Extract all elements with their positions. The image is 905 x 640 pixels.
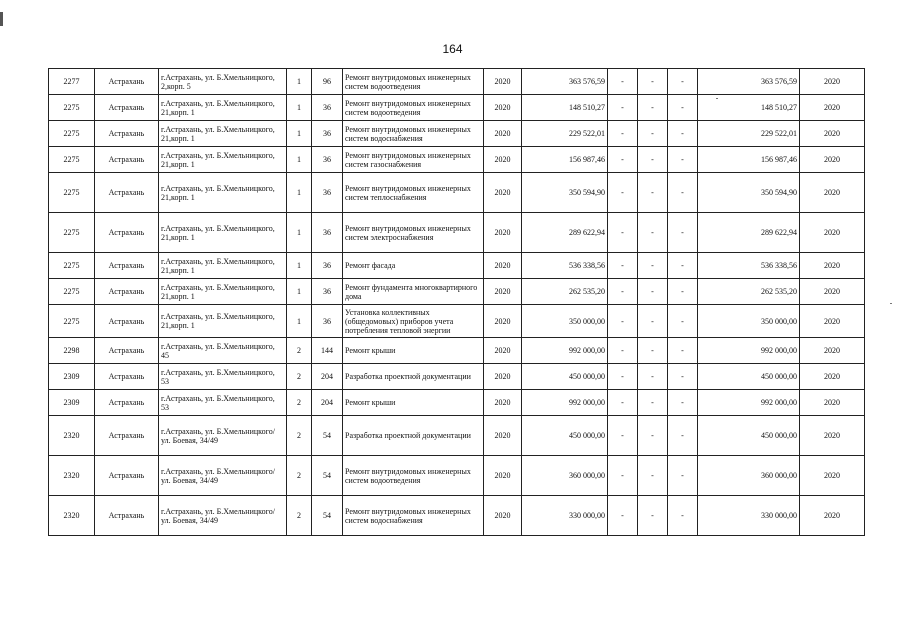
work-type-cell: Ремонт внутридомовых инженерных систем водоотведения	[343, 69, 484, 95]
cost-cell: 363 576,59	[522, 69, 608, 95]
table-body	[49, 69, 865, 536]
dash-cell: -	[608, 456, 638, 496]
end-year-cell: 2020	[800, 364, 865, 390]
city-cell: Астрахань	[95, 390, 159, 416]
dash-cell: -	[668, 121, 698, 147]
dash-cell: -	[608, 390, 638, 416]
table-row	[49, 121, 865, 147]
apartments-cell: 36	[312, 95, 343, 121]
dash-cell: -	[638, 390, 668, 416]
row-number: 2275	[49, 305, 95, 338]
apartments-cell: 36	[312, 253, 343, 279]
total-cost-cell: 350 000,00	[698, 305, 800, 338]
cost-cell: 262 535,20	[522, 279, 608, 305]
dash-cell: -	[638, 213, 668, 253]
end-year-cell: 2020	[800, 416, 865, 456]
dash-cell: -	[668, 364, 698, 390]
dash-cell: -	[638, 121, 668, 147]
apartments-cell: 204	[312, 390, 343, 416]
year-cell: 2020	[484, 456, 522, 496]
year-cell: 2020	[484, 279, 522, 305]
dash-cell: -	[668, 253, 698, 279]
dash-cell: -	[668, 213, 698, 253]
row-number: 2320	[49, 416, 95, 456]
cost-cell: 450 000,00	[522, 416, 608, 456]
floors-cell: 2	[287, 338, 312, 364]
apartments-cell: 36	[312, 121, 343, 147]
year-cell: 2020	[484, 69, 522, 95]
total-cost-cell: 156 987,46	[698, 147, 800, 173]
dash-cell: -	[608, 95, 638, 121]
dash-cell: -	[668, 456, 698, 496]
year-cell: 2020	[484, 253, 522, 279]
total-cost-cell: 363 576,59	[698, 69, 800, 95]
total-cost-cell: 262 535,20	[698, 279, 800, 305]
year-cell: 2020	[484, 95, 522, 121]
table-row	[49, 147, 865, 173]
dash-cell: -	[608, 416, 638, 456]
end-year-cell: 2020	[800, 69, 865, 95]
cost-cell: 350 594,90	[522, 173, 608, 213]
row-number: 2309	[49, 390, 95, 416]
apartments-cell: 144	[312, 338, 343, 364]
dash-cell: -	[638, 173, 668, 213]
floors-cell: 2	[287, 456, 312, 496]
end-year-cell: 2020	[800, 173, 865, 213]
year-cell: 2020	[484, 173, 522, 213]
row-number: 2275	[49, 147, 95, 173]
cost-cell: 450 000,00	[522, 364, 608, 390]
address-cell: г.Астрахань, ул. Б.Хмельницкого, 21,корп. 1	[159, 147, 287, 173]
city-cell: Астрахань	[95, 364, 159, 390]
apartments-cell: 36	[312, 279, 343, 305]
dash-cell: -	[608, 253, 638, 279]
dash-cell: -	[668, 305, 698, 338]
floors-cell: 2	[287, 496, 312, 536]
floors-cell: 2	[287, 416, 312, 456]
address-cell: г.Астрахань, ул. Б.Хмельницкого, 21,корп. 1	[159, 305, 287, 338]
address-cell: г.Астрахань, ул. Б.Хмельницкого/ ул. Боевая, 34/49	[159, 416, 287, 456]
address-cell: г.Астрахань, ул. Б.Хмельницкого, 21,корп. 1	[159, 213, 287, 253]
address-cell: г.Астрахань, ул. Б.Хмельницкого, 53	[159, 364, 287, 390]
dash-cell: -	[638, 279, 668, 305]
address-cell: г.Астрахань, ул. Б.Хмельницкого, 21,корп. 1	[159, 173, 287, 213]
end-year-cell: 2020	[800, 121, 865, 147]
city-cell: Астрахань	[95, 253, 159, 279]
end-year-cell: 2020	[800, 390, 865, 416]
end-year-cell: 2020	[800, 456, 865, 496]
dash-cell: -	[638, 95, 668, 121]
city-cell: Астрахань	[95, 456, 159, 496]
apartments-cell: 36	[312, 213, 343, 253]
dash-cell: -	[638, 416, 668, 456]
dash-cell: -	[668, 279, 698, 305]
cost-cell: 360 000,00	[522, 456, 608, 496]
apartments-cell: 96	[312, 69, 343, 95]
year-cell: 2020	[484, 416, 522, 456]
row-number: 2320	[49, 456, 95, 496]
work-type-cell: Ремонт внутридомовых инженерных систем газоснабжения	[343, 147, 484, 173]
dash-cell: -	[638, 69, 668, 95]
dash-cell: -	[668, 147, 698, 173]
work-type-cell: Ремонт внутридомовых инженерных систем водоотведения	[343, 95, 484, 121]
floors-cell: 1	[287, 279, 312, 305]
dash-cell: -	[608, 496, 638, 536]
table-row	[49, 496, 865, 536]
row-number: 2275	[49, 95, 95, 121]
end-year-cell: 2020	[800, 147, 865, 173]
table-row	[49, 69, 865, 95]
repair-program-table	[48, 68, 865, 536]
total-cost-cell: 360 000,00	[698, 456, 800, 496]
city-cell: Астрахань	[95, 416, 159, 456]
floors-cell: 1	[287, 121, 312, 147]
work-type-cell: Ремонт внутридомовых инженерных систем теплоснабжения	[343, 173, 484, 213]
year-cell: 2020	[484, 364, 522, 390]
table-row	[49, 416, 865, 456]
table-row	[49, 173, 865, 213]
address-cell: г.Астрахань, ул. Б.Хмельницкого, 21,корп. 1	[159, 253, 287, 279]
apartments-cell: 54	[312, 456, 343, 496]
dash-cell: -	[638, 364, 668, 390]
floors-cell: 1	[287, 95, 312, 121]
work-type-cell: Разработка проектной документации	[343, 416, 484, 456]
dash-cell: -	[638, 456, 668, 496]
dash-cell: -	[668, 69, 698, 95]
year-cell: 2020	[484, 213, 522, 253]
address-cell: г.Астрахань, ул. Б.Хмельницкого/ ул. Боевая, 34/49	[159, 496, 287, 536]
total-cost-cell: 148 510,27	[698, 95, 800, 121]
work-type-cell: Ремонт крыши	[343, 338, 484, 364]
dash-cell: -	[608, 173, 638, 213]
apartments-cell: 204	[312, 364, 343, 390]
year-cell: 2020	[484, 305, 522, 338]
row-number: 2275	[49, 279, 95, 305]
table-row	[49, 456, 865, 496]
city-cell: Астрахань	[95, 173, 159, 213]
cost-cell: 992 000,00	[522, 390, 608, 416]
cost-cell: 536 338,56	[522, 253, 608, 279]
cost-cell: 156 987,46	[522, 147, 608, 173]
work-type-cell: Ремонт внутридомовых инженерных систем электроснабжения	[343, 213, 484, 253]
city-cell: Астрахань	[95, 496, 159, 536]
work-type-cell: Ремонт фасада	[343, 253, 484, 279]
table-row	[49, 364, 865, 390]
dash-cell: -	[668, 390, 698, 416]
year-cell: 2020	[484, 496, 522, 536]
city-cell: Астрахань	[95, 69, 159, 95]
address-cell: г.Астрахань, ул. Б.Хмельницкого, 53	[159, 390, 287, 416]
cost-cell: 289 622,94	[522, 213, 608, 253]
cost-cell: 148 510,27	[522, 95, 608, 121]
city-cell: Астрахань	[95, 305, 159, 338]
floors-cell: 1	[287, 213, 312, 253]
address-cell: г.Астрахань, ул. Б.Хмельницкого, 2,корп. 5	[159, 69, 287, 95]
end-year-cell: 2020	[800, 338, 865, 364]
dash-cell: -	[638, 496, 668, 536]
dash-cell: -	[608, 279, 638, 305]
total-cost-cell: 229 522,01	[698, 121, 800, 147]
table-row	[49, 279, 865, 305]
end-year-cell: 2020	[800, 279, 865, 305]
page-number: 164	[442, 42, 463, 56]
apartments-cell: 36	[312, 147, 343, 173]
row-number: 2309	[49, 364, 95, 390]
cost-cell: 992 000,00	[522, 338, 608, 364]
dash-cell: -	[608, 147, 638, 173]
row-number: 2275	[49, 253, 95, 279]
address-cell: г.Астрахань, ул. Б.Хмельницкого, 21,корп. 1	[159, 279, 287, 305]
total-cost-cell: 536 338,56	[698, 253, 800, 279]
city-cell: Астрахань	[95, 279, 159, 305]
city-cell: Астрахань	[95, 213, 159, 253]
scan-edge-mark	[0, 12, 3, 26]
work-type-cell: Установка коллективных (общедомовых) приборов учета потребления тепловой энергии	[343, 305, 484, 338]
floors-cell: 1	[287, 69, 312, 95]
address-cell: г.Астрахань, ул. Б.Хмельницкого, 21,корп. 1	[159, 121, 287, 147]
table-row	[49, 338, 865, 364]
row-number: 2275	[49, 121, 95, 147]
dash-cell: -	[668, 338, 698, 364]
scan-speck	[716, 98, 718, 99]
work-type-cell: Ремонт крыши	[343, 390, 484, 416]
row-number: 2277	[49, 69, 95, 95]
dash-cell: -	[608, 69, 638, 95]
city-cell: Астрахань	[95, 147, 159, 173]
end-year-cell: 2020	[800, 95, 865, 121]
apartments-cell: 54	[312, 496, 343, 536]
city-cell: Астрахань	[95, 121, 159, 147]
end-year-cell: 2020	[800, 305, 865, 338]
end-year-cell: 2020	[800, 496, 865, 536]
cost-cell: 330 000,00	[522, 496, 608, 536]
row-number: 2298	[49, 338, 95, 364]
apartments-cell: 54	[312, 416, 343, 456]
apartments-cell: 36	[312, 173, 343, 213]
dash-cell: -	[608, 338, 638, 364]
row-number: 2275	[49, 173, 95, 213]
floors-cell: 1	[287, 253, 312, 279]
end-year-cell: 2020	[800, 213, 865, 253]
floors-cell: 2	[287, 364, 312, 390]
year-cell: 2020	[484, 390, 522, 416]
year-cell: 2020	[484, 147, 522, 173]
work-type-cell: Ремонт внутридомовых инженерных систем водоснабжения	[343, 496, 484, 536]
total-cost-cell: 330 000,00	[698, 496, 800, 536]
city-cell: Астрахань	[95, 95, 159, 121]
dash-cell: -	[638, 253, 668, 279]
work-type-cell: Ремонт фундамента многоквартирного дома	[343, 279, 484, 305]
year-cell: 2020	[484, 338, 522, 364]
floors-cell: 1	[287, 173, 312, 213]
row-number: 2275	[49, 213, 95, 253]
table-row	[49, 305, 865, 338]
end-year-cell: 2020	[800, 253, 865, 279]
dash-cell: -	[668, 173, 698, 213]
table-row	[49, 95, 865, 121]
cost-cell: 229 522,01	[522, 121, 608, 147]
total-cost-cell: 450 000,00	[698, 364, 800, 390]
dash-cell: -	[608, 213, 638, 253]
total-cost-cell: 450 000,00	[698, 416, 800, 456]
city-cell: Астрахань	[95, 338, 159, 364]
scan-speck	[890, 303, 892, 304]
table-row	[49, 213, 865, 253]
total-cost-cell: 992 000,00	[698, 338, 800, 364]
total-cost-cell: 289 622,94	[698, 213, 800, 253]
address-cell: г.Астрахань, ул. Б.Хмельницкого/ ул. Боевая, 34/49	[159, 456, 287, 496]
row-number: 2320	[49, 496, 95, 536]
dash-cell: -	[638, 338, 668, 364]
floors-cell: 2	[287, 390, 312, 416]
address-cell: г.Астрахань, ул. Б.Хмельницкого, 21,корп. 1	[159, 95, 287, 121]
dash-cell: -	[608, 364, 638, 390]
cost-cell: 350 000,00	[522, 305, 608, 338]
dash-cell: -	[668, 95, 698, 121]
floors-cell: 1	[287, 305, 312, 338]
dash-cell: -	[638, 147, 668, 173]
work-type-cell: Разработка проектной документации	[343, 364, 484, 390]
dash-cell: -	[608, 121, 638, 147]
dash-cell: -	[638, 305, 668, 338]
apartments-cell: 36	[312, 305, 343, 338]
floors-cell: 1	[287, 147, 312, 173]
table-row	[49, 390, 865, 416]
work-type-cell: Ремонт внутридомовых инженерных систем водоснабжения	[343, 121, 484, 147]
dash-cell: -	[668, 496, 698, 536]
address-cell: г.Астрахань, ул. Б.Хмельницкого, 45	[159, 338, 287, 364]
total-cost-cell: 992 000,00	[698, 390, 800, 416]
dash-cell: -	[608, 305, 638, 338]
work-type-cell: Ремонт внутридомовых инженерных систем водоотведения	[343, 456, 484, 496]
table-row	[49, 253, 865, 279]
total-cost-cell: 350 594,90	[698, 173, 800, 213]
dash-cell: -	[668, 416, 698, 456]
year-cell: 2020	[484, 121, 522, 147]
